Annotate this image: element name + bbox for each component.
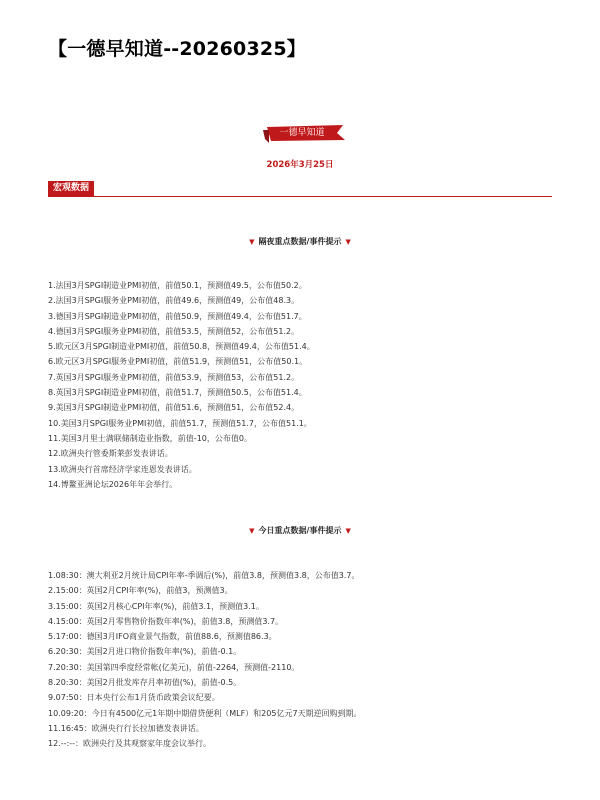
triangle-icon: ▼ [345, 238, 351, 246]
page-title: 【一德早知道--20260325】 [48, 38, 306, 60]
list-item: 6.20:30：美国2月进口物价指数年率(%)，前值-0.1。 [48, 647, 242, 657]
overnight-list [48, 278, 568, 492]
list-item: 4.德国3月SPGI服务业PMI初值，前值53.5，预测值52，公布值51.2。 [48, 326, 300, 336]
list-item: 10.09:20：今日有4500亿元1年期中期借贷便利（MLF）和205亿元7天期逆回购到期。 [48, 708, 362, 718]
list-item: 2.15:00：英国2月CPI年率(%)，前值3，预测值3。 [48, 586, 233, 596]
list-item: 9.美国3月SPGI制造业PMI初值，前值51.6，预测值51，公布值52.4。 [48, 403, 300, 413]
triangle-icon: ▼ [249, 238, 255, 246]
list-item: 8.英国3月SPGI制造业PMI初值，前值51.7，预测值50.5，公布值51.4。 [48, 388, 307, 398]
banner-label: 一德早知道 [279, 128, 325, 138]
list-item: 9.07:50：日本央行公布1月货币政策会议纪要。 [48, 693, 220, 703]
list-item: 4.15:00：英国2月零售物价指数年率(%)，前值3.8，预测值3.7。 [48, 616, 284, 626]
list-item: 10.美国3月SPGI服务业PMI初值，前值51.7，预测值51.7，公布值51.1。 [48, 418, 312, 428]
list-item: 13.欧洲央行首席经济学家连恩发表讲话。 [48, 464, 197, 474]
list-item: 1.08:30：澳大利亚2月统计局CPI年率-季调后(%)，前值3.8，预测值3.8，公布值3.7。 [48, 571, 360, 580]
subheading-label: 今日重点数据/事件提示 [258, 526, 342, 535]
list-item: 1.法国3月SPGI制造业PMI初值，前值50.1，预测值49.5，公布值50.2。 [48, 281, 307, 290]
ribbon-banner [263, 125, 345, 143]
triangle-icon: ▼ [249, 527, 255, 535]
subheading-today [0, 525, 600, 536]
list-item: 2.法国3月SPGI服务业PMI初值，前值49.6，预测值49，公布值48.3。 [48, 296, 300, 306]
today-list [48, 568, 568, 752]
list-item: 3.德国3月SPGI制造业PMI初值，前值50.9，预测值49.4，公布值51.7。 [48, 311, 307, 321]
section-tag: 宏观数据 [48, 181, 94, 196]
subheading-overnight [0, 236, 600, 247]
subheading-label: 隔夜重点数据/事件提示 [258, 237, 342, 246]
list-item: 11.美国3月里士满联储制造业指数，前值-10，公布值0。 [48, 433, 252, 443]
list-item: 7.20:30：美国第四季度经常帐(亿美元)，前值-2264，预测值-2110。 [48, 662, 300, 672]
list-item: 7.英国3月SPGI服务业PMI初值，前值53.9，预测值53，公布值51.2。 [48, 372, 300, 382]
list-item: 11.16:45：欧洲央行行长拉加德发表讲话。 [48, 723, 204, 733]
triangle-icon: ▼ [345, 527, 351, 535]
list-item: 8.20:30：美国2月批发库存月率初值(%)，前值-0.5。 [48, 678, 242, 688]
list-item: 12.欧洲央行管委斯莱彭发表讲话。 [48, 449, 173, 459]
list-item: 5.欧元区3月SPGI制造业PMI初值，前值50.8，预测值49.4，公布值51.4。 [48, 342, 315, 352]
list-item: 3.15:00：英国2月核心CPI年率(%)，前值3.1，预测值3.1。 [48, 601, 264, 611]
list-item: 6.欧元区3月SPGI服务业PMI初值，前值51.9，预测值51，公布值50.1。 [48, 357, 308, 367]
list-item: 12.--:--：欧洲央行及其观察家年度会议举行。 [48, 739, 211, 749]
report-date: 2026年3月25日 [266, 160, 334, 170]
list-item: 5.17:00：德国3月IFO商业景气指数，前值88.6，预测值86.3。 [48, 632, 277, 642]
section-divider [48, 196, 552, 197]
list-item: 14.博鳌亚洲论坛2026年年会举行。 [48, 479, 178, 489]
